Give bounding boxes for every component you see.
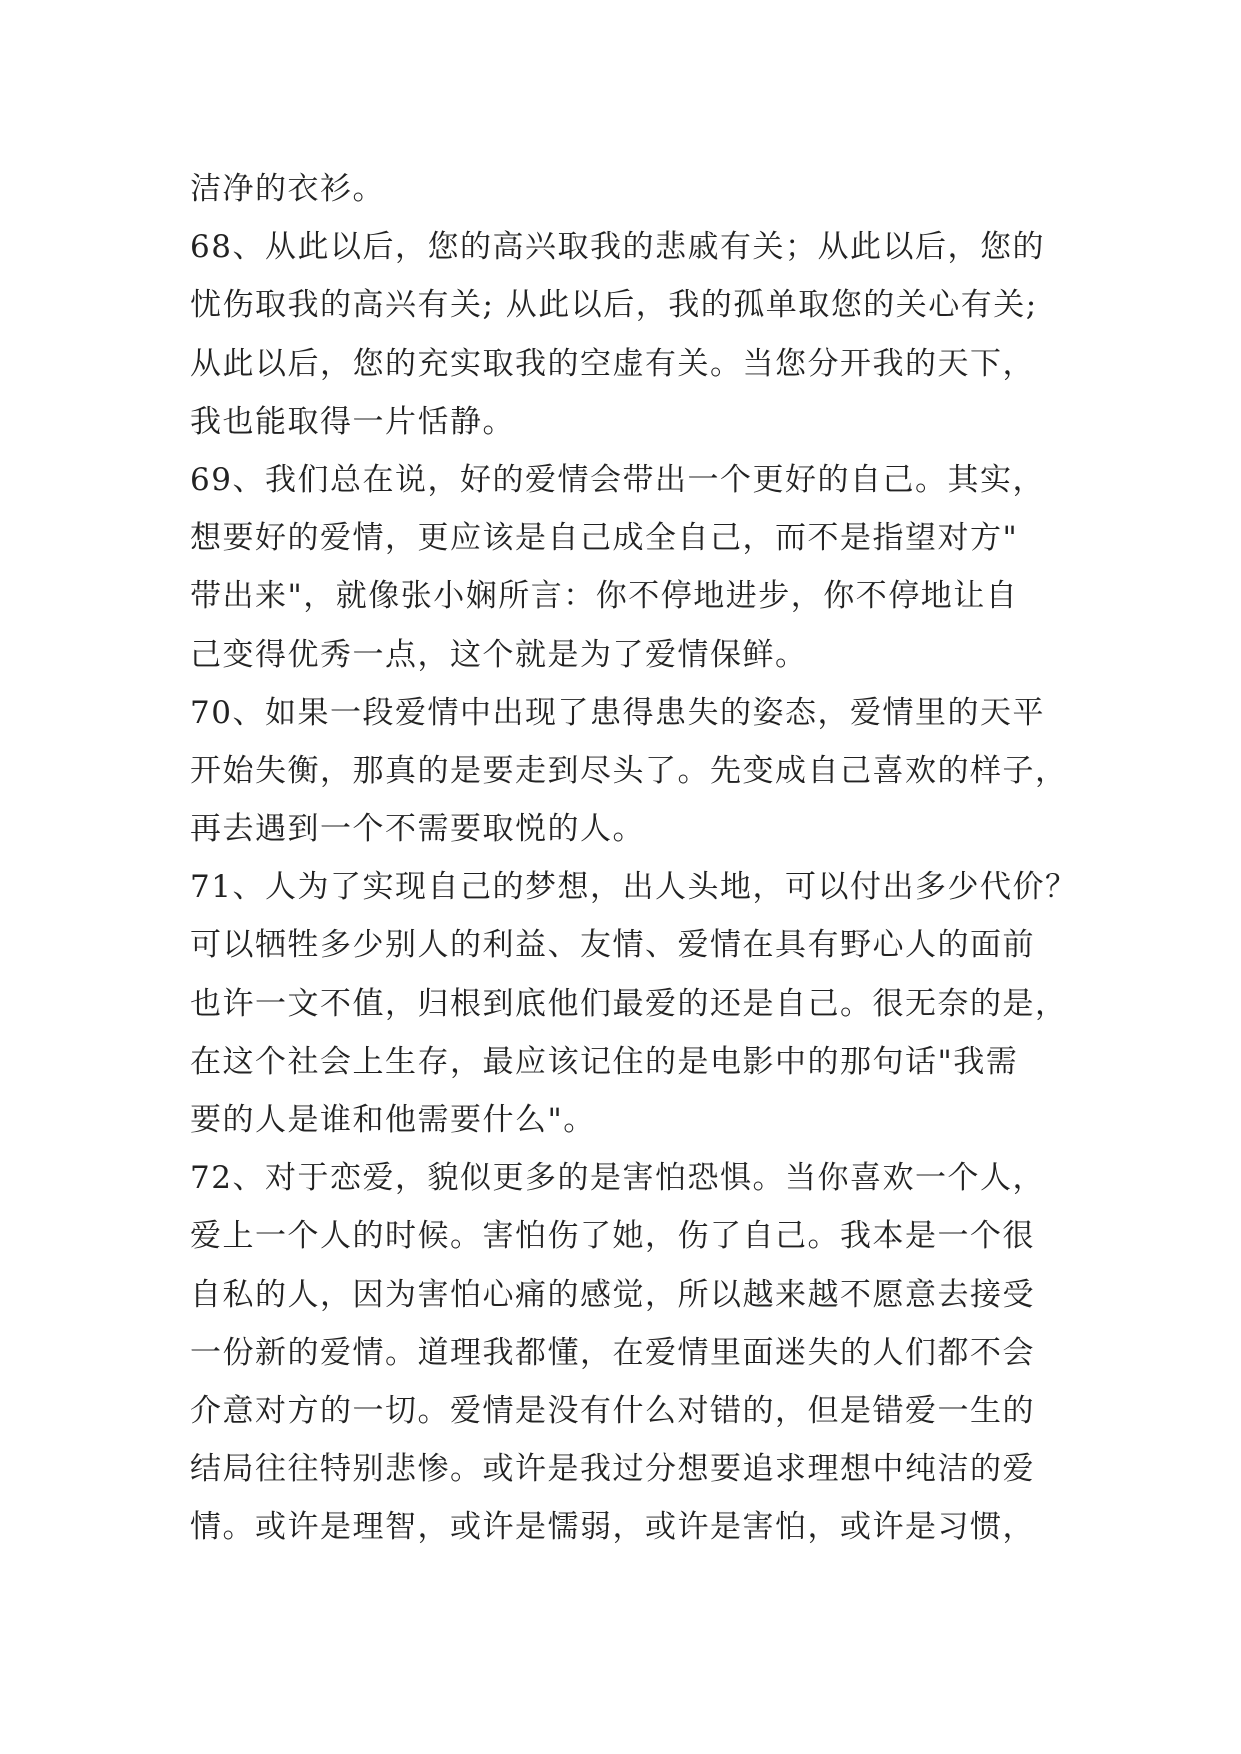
- text-line: 70、如果一段爱情中出现了患得患失的姿态，爱情里的天平: [190, 694, 1045, 731]
- text-line: 可以牺牲多少别人的利益、友情、爱情在具有野心人的面前: [190, 927, 1035, 964]
- text-line: 在这个社会上生存，最应该记住的是电影中的那句话"我需: [190, 1043, 1019, 1080]
- text-line: 再去遇到一个不需要取悦的人。: [190, 811, 645, 848]
- text-line: 情。或许是理智，或许是懦弱，或许是害怕，或许是习惯，: [190, 1509, 1035, 1546]
- text-line: 介意对方的一切。爱情是没有什么对错的，但是错爱一生的: [190, 1392, 1035, 1429]
- text-line: 我也能取得一片恬静。: [190, 403, 515, 440]
- text-line: 结局往往特别悲惨。或许是我过分想要追求理想中纯洁的爱: [190, 1451, 1035, 1488]
- text-line: 69、我们总在说，好的爱情会带出一个更好的自己。其实，: [190, 461, 1045, 498]
- text-line: 爱上一个人的时候。害怕伤了她，伤了自己。我本是一个很: [190, 1218, 1035, 1255]
- text-line: 想要好的爱情，更应该是自己成全自己，而不是指望对方": [190, 520, 1019, 557]
- text-line: 开始失衡，那真的是要走到尽头了。先变成自己喜欢的样子，: [190, 752, 1068, 789]
- text-line: 洁净的衣衫。: [190, 171, 385, 207]
- text-line: 71、人为了实现自己的梦想，出人头地，可以付出多少代价？: [190, 869, 1078, 906]
- text-line: 也许一文不值，归根到底他们最爱的还是自己。很无奈的是，: [190, 985, 1068, 1022]
- text-line: 忧伤取我的高兴有关; 从此以后，我的孤单取您的关心有关;: [190, 287, 1038, 324]
- text-line: 要的人是谁和他需要什么"。: [190, 1102, 596, 1138]
- body-text: [190, 160, 1078, 1557]
- text-line: 一份新的爱情。道理我都懂，在爱情里面迷失的人们都不会: [190, 1334, 1035, 1371]
- text-line: 68、从此以后，您的高兴取我的悲戚有关；从此以后，您的: [190, 229, 1045, 266]
- text-line: 从此以后，您的充实取我的空虚有关。当您分开我的天下，: [190, 345, 1035, 382]
- text-line: 72、对于恋爱，貌似更多的是害怕恐惧。当你喜欢一个人，: [190, 1160, 1045, 1197]
- text-line: 己变得优秀一点，这个就是为了爱情保鲜。: [190, 636, 808, 673]
- text-line: 带出来"，就像张小娴所言：你不停地进步，你不停地让自: [190, 578, 1019, 615]
- text-line: 自私的人，因为害怕心痛的感觉，所以越来越不愿意去接受: [190, 1276, 1035, 1313]
